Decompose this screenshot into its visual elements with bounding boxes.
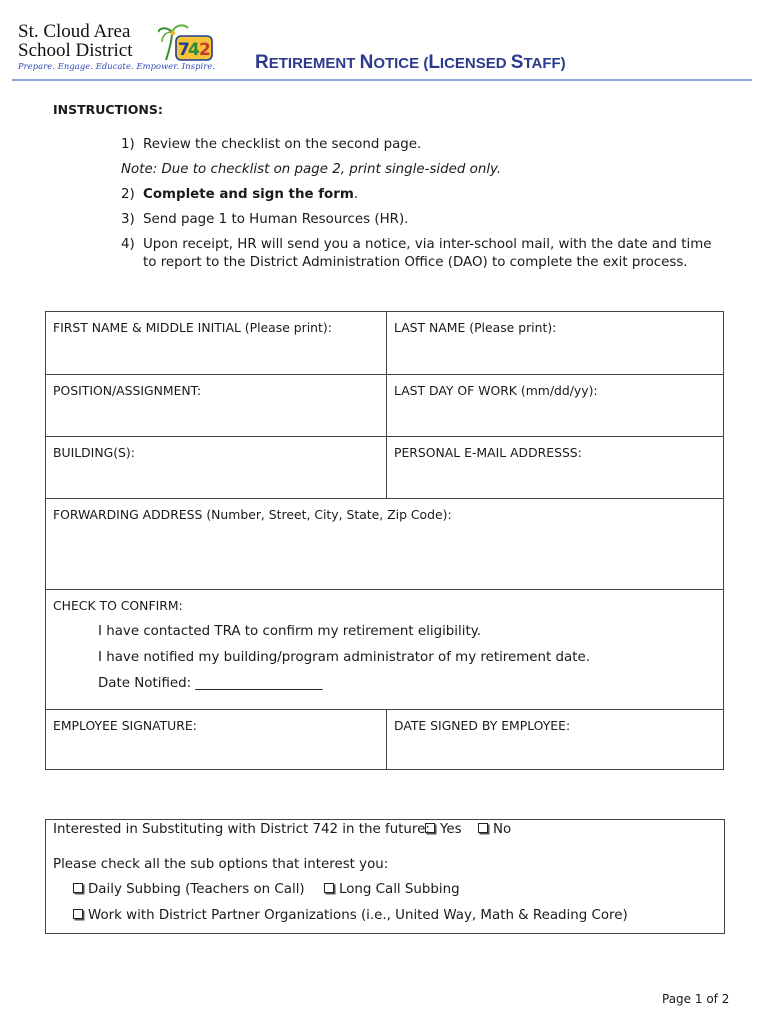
district-logo <box>18 21 216 72</box>
last-day-label: LAST DAY OF WORK (mm/dd/yy): <box>394 383 598 398</box>
signature-label: EMPLOYEE SIGNATURE: <box>53 718 197 733</box>
checkbox-icon <box>73 883 83 893</box>
employee-signature-field[interactable] <box>46 710 386 769</box>
partner-orgs-checkbox[interactable]: Work with District Partner Organizations (i.e., United Way, Math & Reading Core) <box>73 908 628 923</box>
instruction-note: Note: Due to checklist on page 2, print single-sided only. <box>121 162 502 177</box>
logo-org-line1: St. Cloud Area <box>18 21 131 42</box>
email-label: PERSONAL E-MAIL ADDRESSS: <box>394 445 582 460</box>
confirm-admin-item[interactable]: I have notified my building/program administrator of my retirement date. <box>98 650 590 665</box>
retirement-form-table <box>45 311 724 770</box>
checkbox-icon <box>324 883 334 893</box>
instructions-heading: INSTRUCTIONS: <box>53 102 163 117</box>
instruction-item: 3) Send page 1 to Human Resources (HR). <box>121 212 409 227</box>
last-name-field[interactable] <box>387 312 723 374</box>
confirm-tra-item[interactable]: I have contacted TRA to confirm my retirement eligibility. <box>98 624 481 639</box>
last-day-field[interactable] <box>387 375 723 436</box>
instruction-item: 4) Upon receipt, HR will send you a notice, via inter-school mail, with the date and time to report to the District Administration Office (DAO) to complete the exit process. <box>121 237 712 270</box>
date-notified-field[interactable]: Date Notified: ___________________ <box>98 676 323 691</box>
checkbox-icon <box>73 909 83 919</box>
sub-options-prompt: Please check all the sub options that interest you: <box>53 857 389 872</box>
first-name-label: FIRST NAME & MIDDLE INITIAL (Please print): <box>53 320 332 335</box>
substitute-interest-box <box>45 819 725 934</box>
title-divider <box>12 79 752 81</box>
forwarding-address-label: FORWARDING ADDRESS (Number, Street, City, State, Zip Code): <box>53 507 452 522</box>
building-label: BUILDING(S): <box>53 445 135 460</box>
forwarding-address-field[interactable] <box>46 499 723 589</box>
document-title: RETIREMENT NOTICE (LICENSED STAFF) <box>255 52 566 73</box>
date-signed-field[interactable] <box>387 710 723 769</box>
position-label: POSITION/ASSIGNMENT: <box>53 383 202 398</box>
building-field[interactable] <box>46 437 386 498</box>
no-checkbox[interactable]: No <box>478 822 511 837</box>
palm-logo-icon <box>158 20 216 64</box>
checkbox-icon <box>478 823 488 833</box>
svg-text:7: 7 <box>178 40 190 60</box>
substitute-question: Interested in Substituting with District 742 in the future: <box>53 822 430 837</box>
yes-checkbox[interactable]: Yes <box>425 822 462 837</box>
date-signed-label: DATE SIGNED BY EMPLOYEE: <box>394 718 571 733</box>
last-name-label: LAST NAME (Please print): <box>394 320 557 335</box>
position-field[interactable] <box>46 375 386 436</box>
svg-text:4: 4 <box>188 40 200 60</box>
email-field[interactable] <box>387 437 723 498</box>
checkbox-icon <box>425 823 435 833</box>
first-name-field[interactable] <box>46 312 386 374</box>
long-call-checkbox[interactable]: Long Call Subbing <box>324 882 460 897</box>
instruction-item: 2) Complete and sign the form. <box>121 187 359 202</box>
svg-text:2: 2 <box>199 40 211 60</box>
logo-org-line2: School District <box>18 40 133 61</box>
instruction-item: 1) Review the checklist on the second page. <box>121 137 422 152</box>
logo-tagline: Prepare. Engage. Educate. Empower. Inspire. <box>18 61 216 71</box>
daily-subbing-checkbox[interactable]: Daily Subbing (Teachers on Call) <box>73 882 305 897</box>
page-number: Page 1 of 2 <box>662 992 730 1006</box>
confirm-heading: CHECK TO CONFIRM: <box>53 598 183 613</box>
